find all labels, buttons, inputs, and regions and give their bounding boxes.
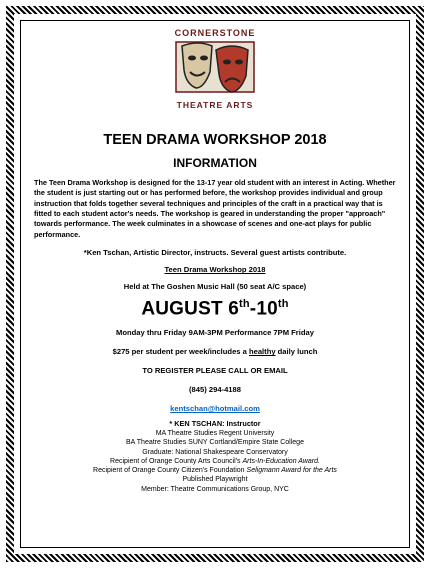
credentials-heading: * KEN TSCHAN: Instructor xyxy=(169,419,261,429)
venue-text: Held at The Goshen Music Hall (50 seat A/C space) xyxy=(123,282,307,292)
credential-line: MA Theatre Studies Regent University xyxy=(155,430,275,438)
credential-line: Published Playwright xyxy=(182,476,248,484)
price-text: $275 per student per week/includes a healthy daily lunch xyxy=(112,347,318,357)
logo-bottom-text: THEATRE ARTS xyxy=(176,100,254,110)
workshop-title: TEEN DRAMA WORKSHOP 2018 xyxy=(103,132,327,148)
credential-line: Member: Theatre Communications Group, NYC xyxy=(141,485,289,493)
schedule-text: Monday thru Friday 9AM-3PM Performance 7PM Friday xyxy=(116,328,314,338)
phone-number: (845) 294-4188 xyxy=(189,385,241,395)
credential-line: BA Theatre Studies SUNY Cortland/Empire State College xyxy=(126,439,304,447)
register-text: TO REGISTER PLEASE CALL OR EMAIL xyxy=(142,366,288,376)
cornerstone-logo xyxy=(34,22,396,114)
workshop-name-underlined: Teen Drama Workshop 2018 xyxy=(164,265,266,275)
credential-award-2: Recipient of Orange County Citizen's Foundation Seligmann Award for the Arts xyxy=(93,467,337,475)
credential-award-1: Recipient of Orange County Arts Council's Arts-In-Education Award. xyxy=(110,457,320,465)
workshop-dates: AUGUST 6th-10th xyxy=(141,298,289,320)
email-link[interactable]: kentschan@hotmail.com xyxy=(170,404,260,414)
instructor-note: *Ken Tschan, Artistic Director, instructs. Several guest artists contribute. xyxy=(83,248,347,258)
instructor-credentials xyxy=(34,419,396,493)
credential-line: Graduate: National Shakespeare Conservatory xyxy=(142,448,288,456)
workshop-description: The Teen Drama Workshop is designed for the 13-17 year old student with an interest in Acting. Whether the student is just starting out or has performed before, the workshop provides individual and group instruction that folds together several techniques and principles of the craft in a practical way that is fitted to each student actor's needs. The workshop is geared in understanding the proper "approach" towards performance. The week culminates in a showcase of scenes and one-act plays for public performance. xyxy=(34,178,396,239)
flyer-page xyxy=(34,22,396,494)
information-heading: INFORMATION xyxy=(173,156,257,170)
logo-top-text: CORNERSTONE xyxy=(174,28,256,38)
